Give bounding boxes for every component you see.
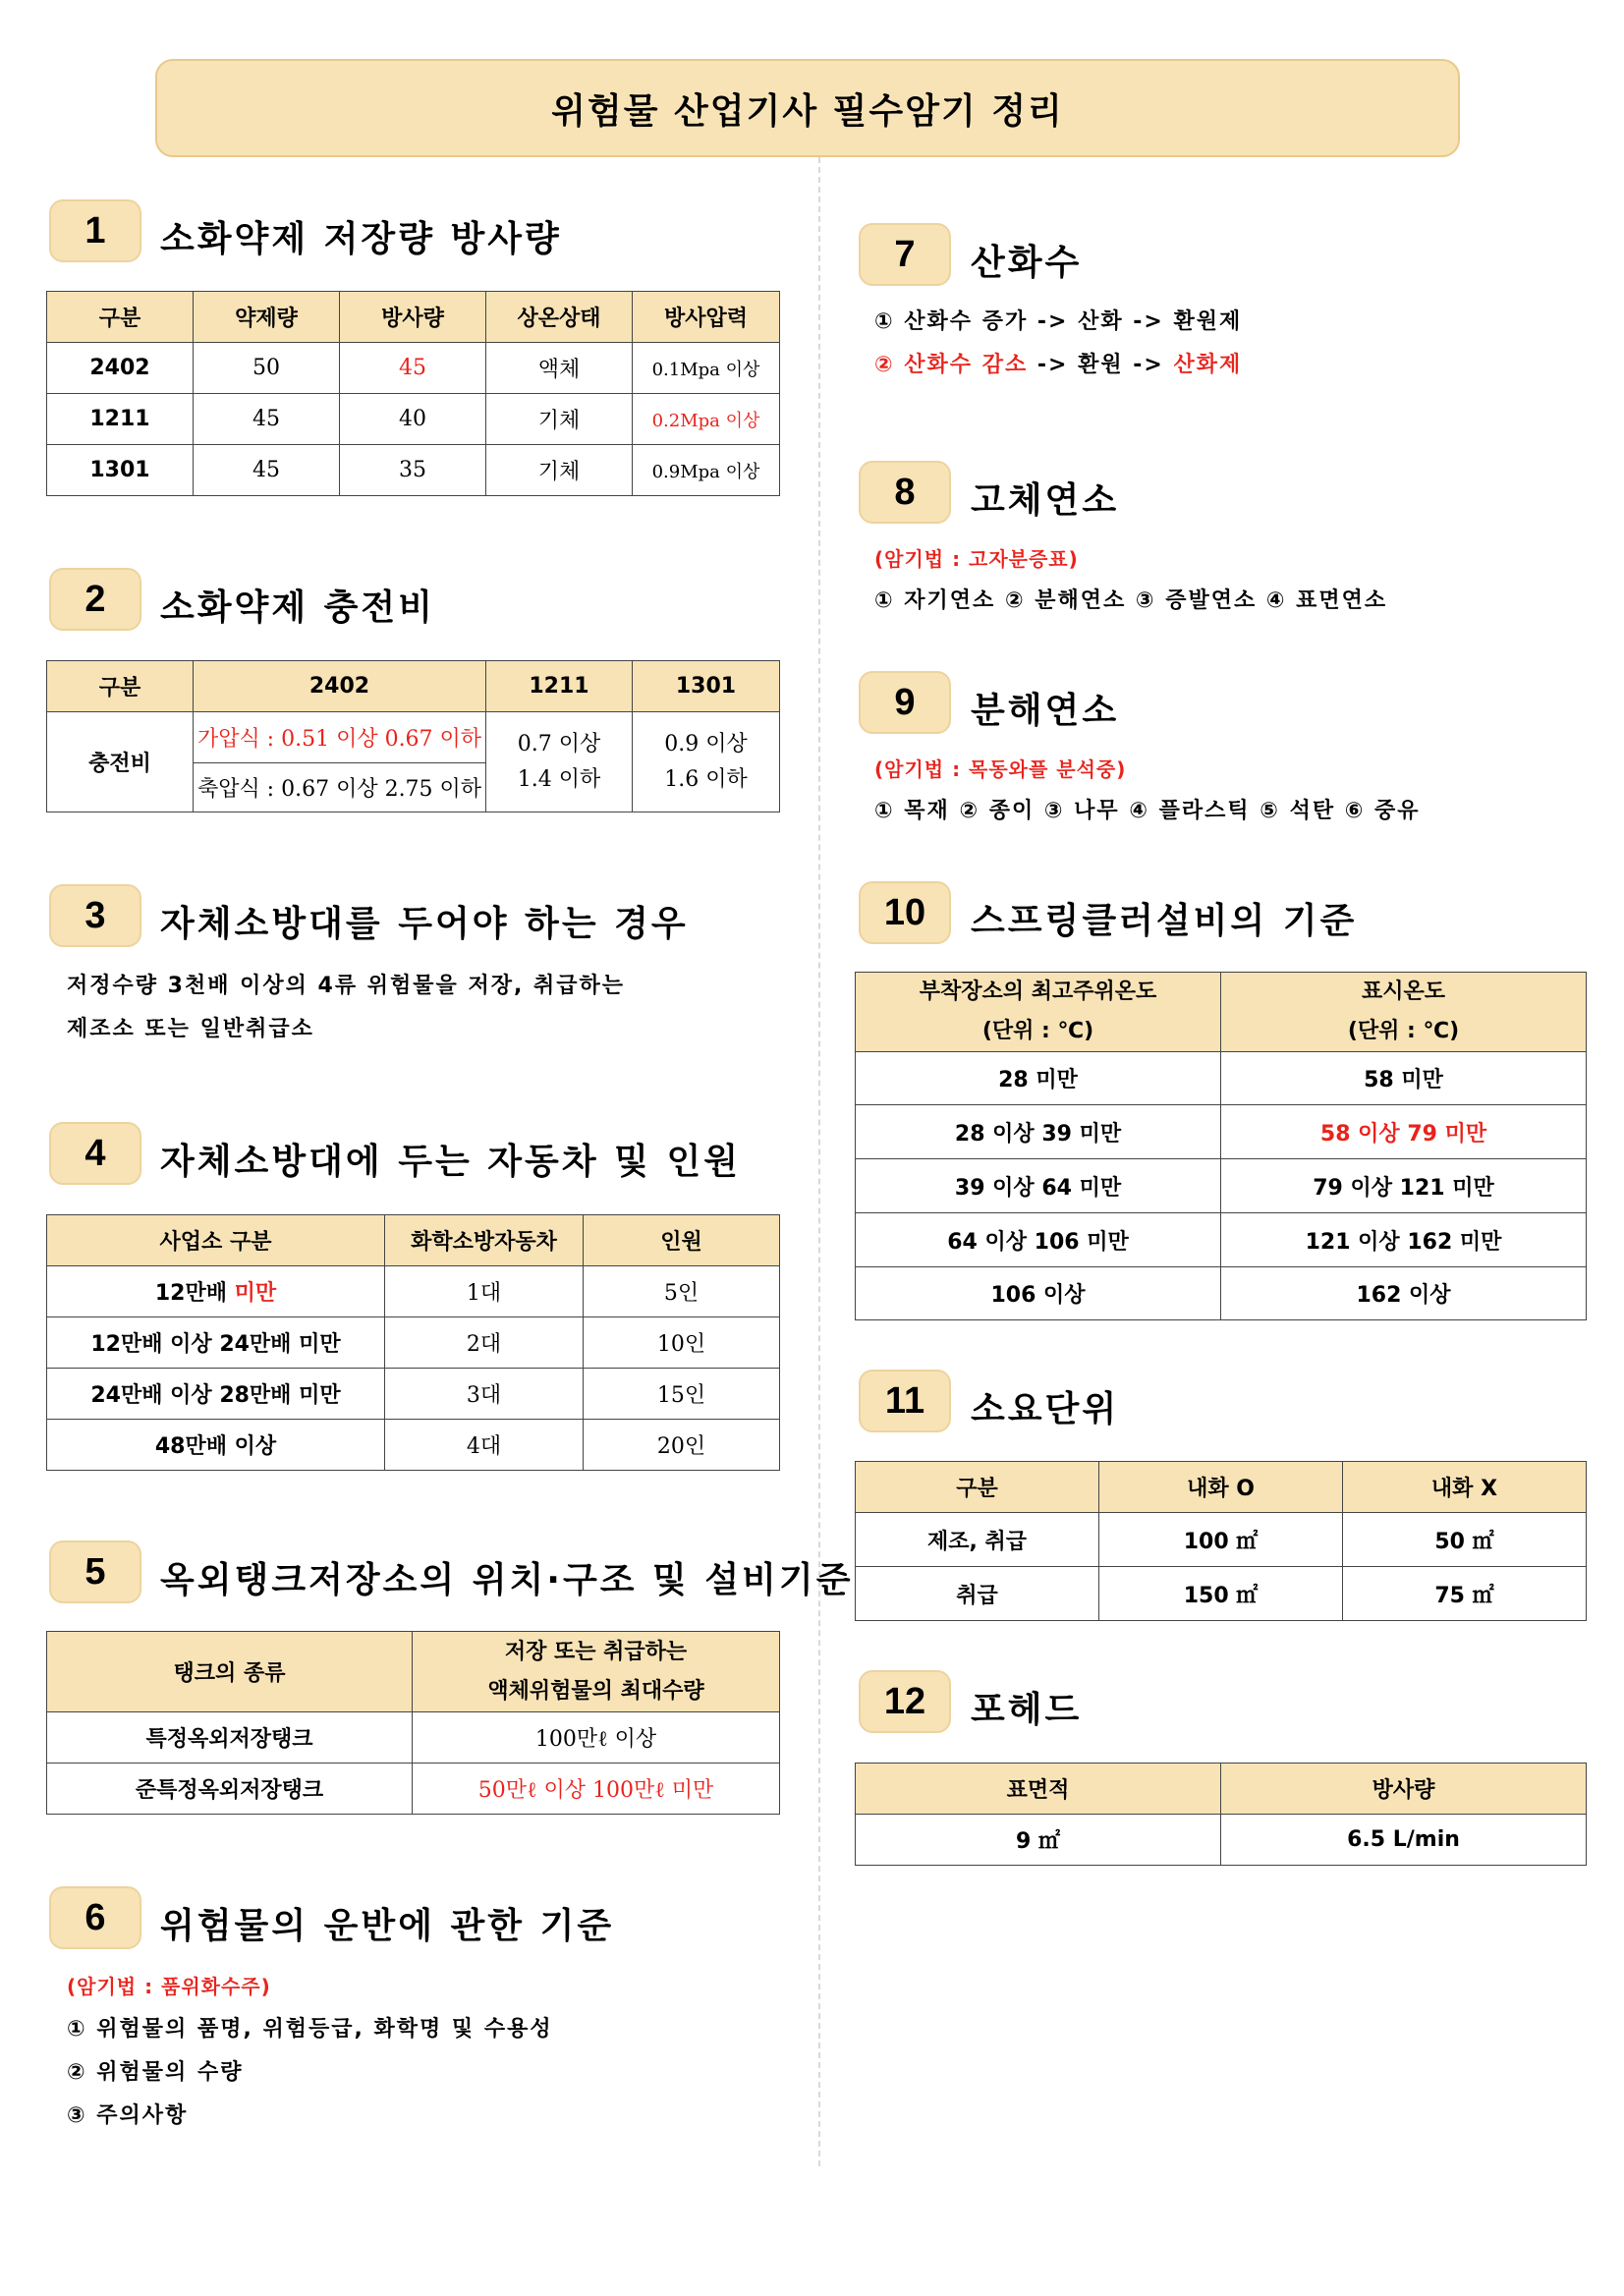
- table-header: 1301: [633, 661, 780, 712]
- table-row: [856, 1159, 1587, 1213]
- section-2-number: 2: [49, 568, 141, 631]
- table-row: [47, 445, 780, 496]
- table-cell: 12만배 이상 24만배 미만: [47, 1317, 385, 1369]
- table-cell: 15인: [584, 1369, 780, 1420]
- table-cell: 1301: [47, 445, 194, 496]
- cell-line: 0.9 이상: [664, 731, 748, 756]
- section-3-number: 3: [49, 884, 141, 947]
- table-cell: 4대: [385, 1420, 584, 1471]
- cell-text: 12만배: [154, 1281, 235, 1306]
- table-cell: 35: [340, 445, 486, 496]
- list-item: ② 위험물의 수량: [67, 2060, 244, 2085]
- table-cell: 10인: [584, 1317, 780, 1369]
- text-segment: -> 환원 ->: [1028, 353, 1174, 377]
- required-unit-table: [855, 1461, 1587, 1621]
- text-line: ① 목재 ② 종이 ③ 나무 ④ 플라스틱 ⑤ 석탄 ⑥ 중유: [874, 799, 1421, 823]
- table-cell: 39 이상 64 미만: [856, 1159, 1221, 1213]
- mnemonic-note: (암기법 : 품위화수주): [67, 1975, 271, 1998]
- table-row: [47, 1420, 780, 1471]
- table-row: [47, 1764, 780, 1815]
- header-line: (단위 : ℃): [1347, 1019, 1460, 1043]
- text-line: ① 자기연소 ② 분해연소 ③ 증발연소 ④ 표면연소: [874, 588, 1388, 613]
- list-item: ③ 주의사항: [67, 2103, 189, 2128]
- section-1-title: 소화약제 저장량 방사량: [160, 219, 562, 259]
- table-cell: 79 이상 121 미만: [1221, 1159, 1587, 1213]
- table-cell: 45: [340, 343, 486, 394]
- table-row: [47, 1266, 780, 1317]
- table-cell: 기체: [486, 394, 633, 445]
- table-cell: 100 ㎡: [1099, 1513, 1343, 1567]
- table-header: 방사량: [340, 292, 486, 343]
- table-cell: 50만ℓ 이상 100만ℓ 미만: [413, 1764, 780, 1815]
- table-row: [47, 1712, 780, 1764]
- table-header: 상온상태: [486, 292, 633, 343]
- section-1-number: 1: [49, 199, 141, 262]
- table-header: 내화 X: [1343, 1462, 1587, 1513]
- text-line: ① 산화수 증가 -> 산화 -> 환원제: [874, 309, 1243, 334]
- table-cell: 2대: [385, 1317, 584, 1369]
- table-cell: 특정옥외저장탱크: [47, 1712, 413, 1764]
- table-header: 탱크의 종류: [47, 1632, 413, 1712]
- text-highlight: 산화제: [1173, 353, 1243, 377]
- table-cell: [486, 712, 633, 812]
- table-cell: 9 ㎡: [856, 1815, 1221, 1866]
- table-header: 1211: [486, 661, 633, 712]
- table-cell: 58 미만: [1221, 1052, 1587, 1105]
- table-cell: 6.5 L/min: [1221, 1815, 1587, 1866]
- table-row: [47, 343, 780, 394]
- section-6-title: 위험물의 운반에 관한 기준: [160, 1906, 615, 1946]
- section-10-title: 스프링클러설비의 기준: [971, 901, 1358, 941]
- table-header: 사업소 구분: [47, 1215, 385, 1266]
- table-cell: 0.9Mpa 이상: [633, 445, 780, 496]
- text-highlight: ② 산화수 감소: [874, 353, 1029, 377]
- table-header: 구분: [47, 292, 194, 343]
- section-4-title: 자체소방대에 두는 자동차 및 인원: [160, 1142, 741, 1182]
- column-divider: [818, 157, 820, 2166]
- sprinkler-table: [855, 972, 1587, 1320]
- fire-brigade-table: [46, 1214, 780, 1471]
- mnemonic-note: (암기법 : 목동와플 분석중): [874, 757, 1127, 781]
- table-cell: 40: [340, 394, 486, 445]
- table-header: 표면적: [856, 1764, 1221, 1815]
- table-cell: 121 이상 162 미만: [1221, 1213, 1587, 1267]
- page-title: 위험물 산업기사 필수암기 정리: [155, 59, 1460, 157]
- table-header: 방사량: [1221, 1764, 1587, 1815]
- table-header: 구분: [856, 1462, 1099, 1513]
- table-cell: 45: [194, 445, 340, 496]
- header-line: 표시온도: [1361, 980, 1445, 1004]
- section-7-number: 7: [859, 223, 951, 286]
- table-row: [47, 712, 780, 763]
- table-cell: 액체: [486, 343, 633, 394]
- cell-line: 0.7 이상: [517, 731, 601, 756]
- section-9-number: 9: [859, 671, 951, 734]
- table-row: [856, 1105, 1587, 1159]
- table-cell: 기체: [486, 445, 633, 496]
- table-header: 약제량: [194, 292, 340, 343]
- section-5-number: 5: [49, 1540, 141, 1603]
- table-row: [47, 1317, 780, 1369]
- table-header: 내화 O: [1099, 1462, 1343, 1513]
- table-row: [47, 1369, 780, 1420]
- section-3-title: 자체소방대를 두어야 하는 경우: [160, 904, 689, 944]
- table-cell: 28 이상 39 미만: [856, 1105, 1221, 1159]
- table-header: 화학소방자동차: [385, 1215, 584, 1266]
- table-cell: 2402: [47, 343, 194, 394]
- table-cell: 5인: [584, 1266, 780, 1317]
- table-header: 2402: [194, 661, 486, 712]
- table-header: 방사압력: [633, 292, 780, 343]
- table-cell: 162 이상: [1221, 1267, 1587, 1320]
- table-header: 구분: [47, 661, 194, 712]
- section-9-title: 분해연소: [971, 691, 1120, 731]
- table-cell: 0.1Mpa 이상: [633, 343, 780, 394]
- table-cell: 45: [194, 394, 340, 445]
- table-cell: 50: [194, 343, 340, 394]
- table-cell: 3대: [385, 1369, 584, 1420]
- section-6-number: 6: [49, 1886, 141, 1949]
- table-cell: 충전비: [47, 712, 194, 812]
- section-2-title: 소화약제 충전비: [160, 588, 435, 628]
- mnemonic-note: (암기법 : 고자분증표): [874, 547, 1079, 571]
- filling-ratio-table: [46, 660, 780, 812]
- table-cell: 100만ℓ 이상: [413, 1712, 780, 1764]
- table-cell: 48만배 이상: [47, 1420, 385, 1471]
- table-row: [856, 1052, 1587, 1105]
- table-header: [856, 973, 1221, 1052]
- section-4-number: 4: [49, 1122, 141, 1185]
- section-8-title: 고체연소: [971, 480, 1120, 521]
- section-5-title: 옥외탱크저장소의 위치·구조 및 설비기준: [160, 1560, 854, 1600]
- cell-text-highlight: 미만: [234, 1281, 277, 1306]
- table-cell: [47, 1266, 385, 1317]
- table-row: [856, 1267, 1587, 1320]
- table-cell: 58 이상 79 미만: [1221, 1105, 1587, 1159]
- header-line: 저장 또는 취급하는: [504, 1639, 688, 1664]
- table-cell: 50 ㎡: [1343, 1513, 1587, 1567]
- table-row: [856, 1567, 1587, 1621]
- section-8-number: 8: [859, 461, 951, 524]
- section-11-number: 11: [859, 1370, 951, 1432]
- table-cell: 28 미만: [856, 1052, 1221, 1105]
- table-cell: 106 이상: [856, 1267, 1221, 1320]
- table-row: [856, 1815, 1587, 1866]
- table-cell: 가압식 : 0.51 이상 0.67 이하: [194, 712, 486, 763]
- table-row: [47, 394, 780, 445]
- table-header: 인원: [584, 1215, 780, 1266]
- section-12-title: 포헤드: [971, 1690, 1083, 1730]
- outdoor-tank-table: [46, 1631, 780, 1815]
- table-cell: 150 ㎡: [1099, 1567, 1343, 1621]
- table-header: [1221, 973, 1587, 1052]
- extinguisher-amount-table: [46, 291, 780, 496]
- table-cell: 64 이상 106 미만: [856, 1213, 1221, 1267]
- list-item: ① 위험물의 품명, 위험등급, 화학명 및 수용성: [67, 2017, 553, 2042]
- foam-head-table: [855, 1763, 1587, 1866]
- header-line: (단위 : ℃): [981, 1019, 1094, 1043]
- section-11-title: 소요단위: [971, 1389, 1120, 1429]
- text-line: 저정수량 3천배 이상의 4류 위험물을 저장, 취급하는: [67, 974, 625, 998]
- section-12-number: 12: [859, 1670, 951, 1733]
- table-cell: [633, 712, 780, 812]
- table-cell: 1대: [385, 1266, 584, 1317]
- table-cell: 24만배 이상 28만배 미만: [47, 1369, 385, 1420]
- cell-line: 1.4 이하: [517, 766, 601, 792]
- table-cell: 축압식 : 0.67 이상 2.75 이하: [194, 763, 486, 812]
- table-cell: 20인: [584, 1420, 780, 1471]
- table-cell: 제조, 취급: [856, 1513, 1099, 1567]
- table-row: [856, 1513, 1587, 1567]
- section-7-title: 산화수: [971, 243, 1083, 283]
- table-cell: 75 ㎡: [1343, 1567, 1587, 1621]
- header-line: 부착장소의 최고주위온도: [919, 980, 1157, 1004]
- section-10-number: 10: [859, 881, 951, 944]
- text-line: 제조소 또는 일반취급소: [67, 1017, 314, 1041]
- cell-line: 1.6 이하: [664, 766, 748, 792]
- table-cell: 0.2Mpa 이상: [633, 394, 780, 445]
- table-cell: 1211: [47, 394, 194, 445]
- table-row: [856, 1213, 1587, 1267]
- header-line: 액체위험물의 최대수량: [487, 1678, 704, 1704]
- table-header: [413, 1632, 780, 1712]
- text-line: [874, 348, 1242, 378]
- table-cell: 준특정옥외저장탱크: [47, 1764, 413, 1815]
- table-cell: 취급: [856, 1567, 1099, 1621]
